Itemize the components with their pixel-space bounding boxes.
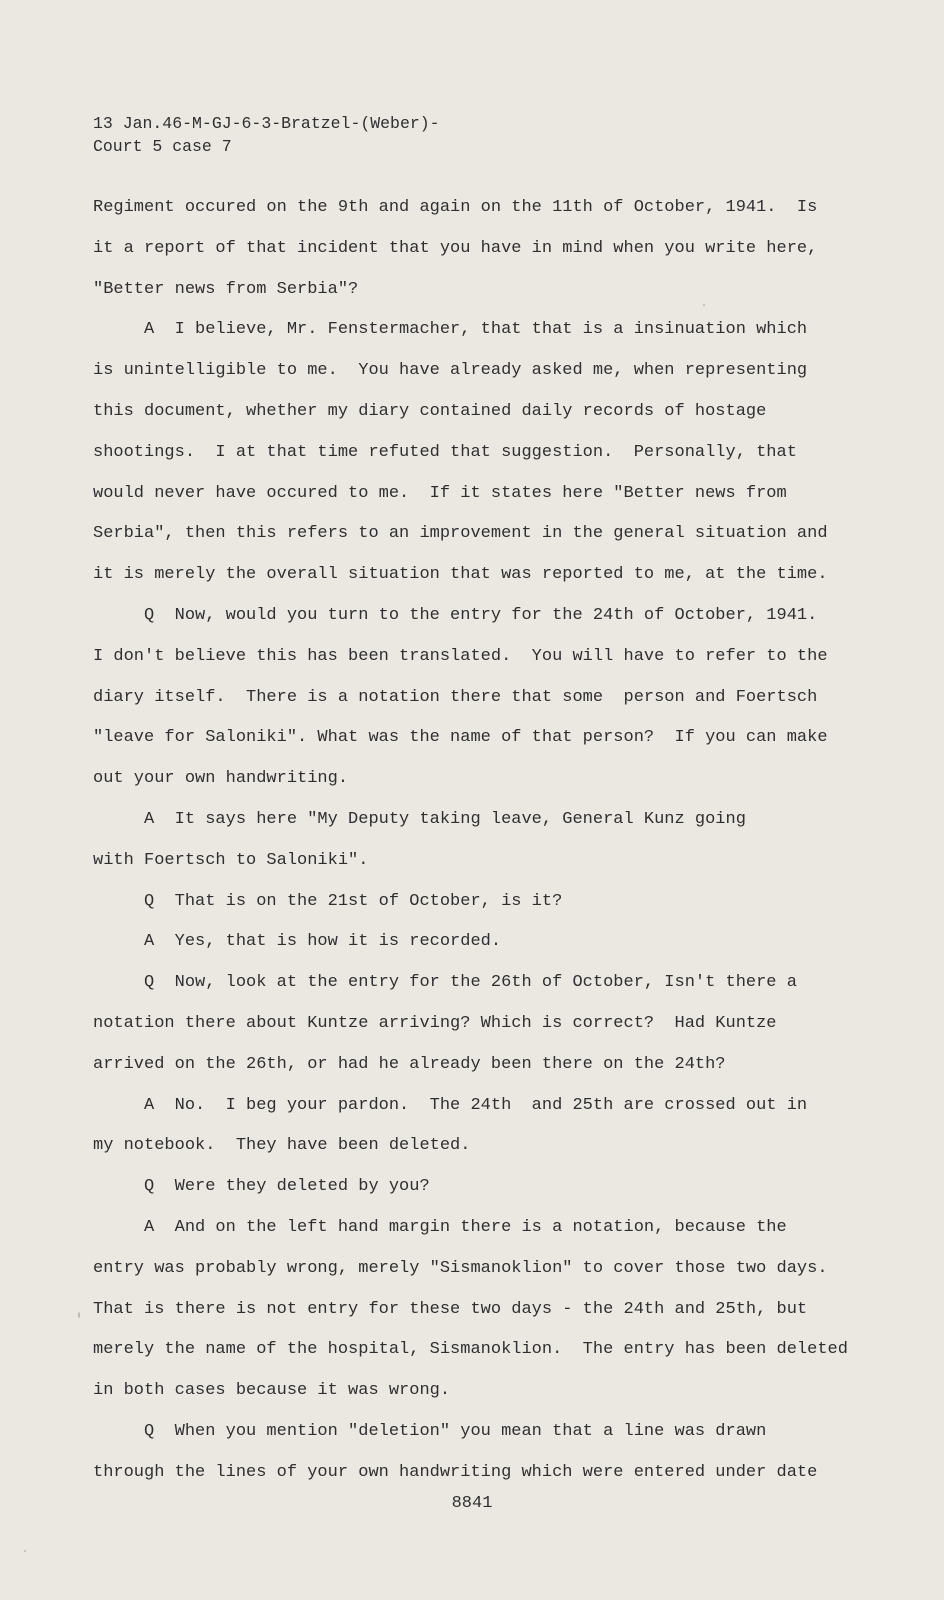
transcript-line: Regiment occured on the 9th and again on the 11th of October, 1941. Is <box>93 198 818 217</box>
transcript-line: Q Now, look at the entry for the 26th of October, Isn't there a <box>93 973 797 993</box>
transcript-line: out your own handwriting. <box>93 769 349 789</box>
transcript-line: would never have occured to me. If it states here "Better news from <box>93 483 787 503</box>
paper-speck <box>78 1312 80 1318</box>
transcript-line: entry was probably wrong, merely "Sismanoklion" to cover those two days. <box>93 1258 828 1278</box>
transcript-line: shootings. I at that time refuted that suggestion. Personally, that <box>93 442 797 462</box>
transcript-line: arrived on the 26th, or had he already been there on the 24th? <box>93 1054 726 1074</box>
header-court-case: Court 5 case 7 <box>93 137 232 156</box>
transcript-line: it is merely the overall situation that was reported to me, at the time. <box>93 565 828 585</box>
transcript-line: A I believe, Mr. Fenstermacher, that that is a insinuation which <box>93 320 808 340</box>
transcript-line: "Better news from Serbia"? <box>93 279 359 299</box>
paper-speck <box>703 304 705 306</box>
transcript-line: in both cases because it was wrong. <box>93 1381 451 1401</box>
transcript-line: A It says here "My Deputy taking leave, General Kunz going <box>93 809 746 829</box>
transcript-line: "leave for Saloniki". What was the name of that person? If you can make <box>93 728 828 748</box>
transcript-line: it a report of that incident that you have in mind when you write here, <box>93 238 818 258</box>
transcript-line: Q Now, would you turn to the entry for the 24th of October, 1941. <box>93 605 818 625</box>
transcript-line: Q When you mention "deletion" you mean that a line was drawn <box>93 1421 767 1441</box>
transcript-line: merely the name of the hospital, Sismanoklion. The entry has been deleted <box>93 1340 848 1360</box>
transcript-line: with Foertsch to Saloniki". <box>93 850 369 870</box>
transcript-line: notation there about Kuntze arriving? Which is correct? Had Kuntze <box>93 1013 777 1033</box>
transcript-line: diary itself. There is a notation there that some person and Foertsch <box>93 687 818 707</box>
document-header <box>93 112 440 158</box>
transcript-line: That is there is not entry for these two days - the 24th and 25th, but <box>93 1299 808 1319</box>
header-case-reference: 13 Jan.46-M-GJ-6-3-Bratzel-(Weber)- <box>93 114 440 133</box>
transcript-line: I don't believe this has been translated. You will have to refer to the <box>93 646 828 666</box>
transcript-line: Serbia", then this refers to an improvement in the general situation and <box>93 524 828 544</box>
transcript-line: my notebook. They have been deleted. <box>93 1136 471 1156</box>
paper-speck <box>24 1550 26 1552</box>
transcript-line: A Yes, that is how it is recorded. <box>93 932 502 952</box>
transcript-body <box>93 188 853 1494</box>
transcript-line: A No. I beg your pardon. The 24th and 25th are crossed out in <box>93 1095 808 1115</box>
page-number: 8841 <box>451 1494 493 1513</box>
transcript-line: this document, whether my diary contained daily records of hostage <box>93 401 767 421</box>
transcript-line: Q That is on the 21st of October, is it? <box>93 891 563 911</box>
transcript-line: Q Were they deleted by you? <box>93 1177 430 1197</box>
transcript-line: A And on the left hand margin there is a notation, because the <box>93 1217 787 1237</box>
transcript-line: through the lines of your own handwriting which were entered under date <box>93 1462 818 1482</box>
transcript-line: is unintelligible to me. You have already asked me, when representing <box>93 361 808 381</box>
